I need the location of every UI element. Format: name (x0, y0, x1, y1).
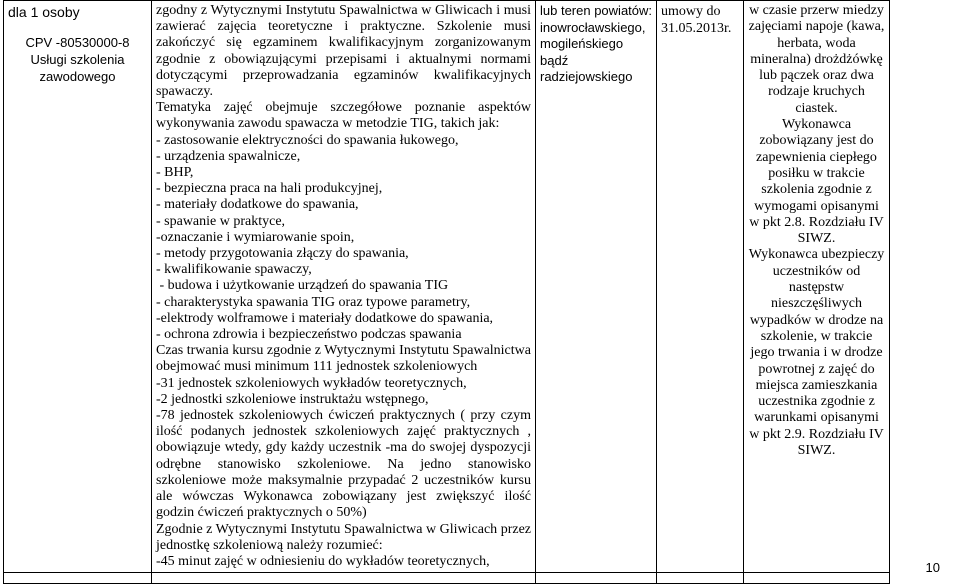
topic-item: - charakterystyka spawania TIG oraz typowe parametry, (156, 294, 471, 310)
location-text: lub teren powiatów: inowrocławskiego, mogileńskiego bądź radziejowskiego (540, 3, 653, 84)
topic-item: - bezpieczna praca na hali produkcyjnej, (156, 181, 383, 197)
hours-item: -31 jednostek szkoleniowych wykładów teoretycznych, (156, 375, 467, 391)
meal-text: Wykonawca zobowiązany jest do zapewnienia ciepłego posiłku w trakcie szkolenia zgodnie z wymogami opisanymi w pkt 2.8. Rozdziału IV SIWZ. (749, 117, 884, 247)
empty-cell (4, 573, 152, 584)
topic-item: - ochrona zdrowia i bezpieczeństwo podczas spawania (156, 327, 462, 343)
topic-item: - budowa i użytkowanie urządzeń do spawania TIG (156, 278, 449, 294)
empty-cell (152, 573, 536, 584)
hours-item: -2 jednostki szkoleniowe instruktażu wstępnego, (156, 391, 429, 407)
topic-item: - urządzenia spawalnicze, (156, 148, 301, 164)
duration-text: Czas trwania kursu zgodnie z Wytycznymi Instytutu Spawalnictwa obejmować musi minimum 111 jednostek szkoleniowych (156, 343, 531, 375)
topics-intro: Tematyka zajęć obejmuje szczegółowe poznanie aspektów wykonywania zawodu spawacza w metodzie TIG, takich jak: (156, 100, 531, 132)
page-number: 10 (925, 560, 940, 575)
topic-item: - BHP, (156, 165, 194, 181)
cell-location (536, 1, 657, 573)
topic-item: - metody przygotowania złączy do spawania, (156, 246, 409, 262)
empty-cell (657, 573, 744, 584)
table-row (4, 1, 890, 573)
topic-item: -elektrody wolframowe i materiały dodatkowe do spawania, (156, 310, 494, 326)
intro-paragraph: zgodny z Wytycznymi Instytutu Spawalnictwa w Gliwicach i musi zawierać zajęcia teoretyczne i praktyczne. Szkolenie musi zakończyć się egzaminem kwalifikacyjnym zorganizowanym zgodnie z obowiązującymi przepisami i aktualnymi normami dotyczącymi przeprowadzania egzaminów kwalifikacyjnych spawaczy. (156, 3, 531, 100)
table-row (4, 573, 890, 584)
topic-item: -oznaczanie i wymiarowanie spoin, (156, 229, 355, 245)
insurance-text: Wykonawca ubezpieczy uczestników od następstw nieszczęśliwych wypadków w drodze na szkolenie, w trakcie jego trwania i w drodze powrotnej z zajęć do miejsca zamieszkania uczestnika zgodnie z warunkami opisanymi w pkt 2.9. Rozdziału IV SIWZ. (748, 247, 885, 459)
topic-item: - zastosowanie elektryczności do spawania łukowego, (156, 132, 459, 148)
topic-item: - materiały dodatkowe do spawania, (156, 197, 359, 213)
topic-item: - kwalifikowanie spawaczy, (156, 262, 312, 278)
cell-deadline (657, 1, 744, 573)
empty-cell (744, 573, 890, 584)
practice-text: -78 jednostek szkoleniowych ćwiczeń praktycznych ( przy czym ilość podanych jednostek szkoleniowych zajęć praktycznych , obowiązuje wtedy, gdy każdy uczestnik -ma do swojej dyspozycji odrębne stanowisko szkoleniowe. Na jedno stanowisko szkoleniowe może maksymalnie przypadać 2 uczestników kursu ale wówczas Wykonawca zobowiązany jest zwiększyć ilość godzin ćwiczeń praktycznych o 50%) (156, 408, 531, 521)
topic-item: - spawanie w praktyce, (156, 213, 286, 229)
empty-cell (536, 573, 657, 584)
cell-scope (4, 1, 152, 573)
unit-definition: Zgodnie z Wytycznymi Instytutu Spawalnictwa w Gliwicach przez jednostkę szkoleniową należy rozumieć: (156, 521, 531, 553)
cell-description (152, 1, 536, 573)
cell-requirements (744, 1, 890, 573)
catering-text: w czasie przerw miedzy zajęciami napoje (kawa, herbata, woda mineralna) drożdżówkę lub pączek oraz dwa rodzaje kruchych ciastek. (748, 3, 885, 116)
deadline-text: umowy do 31.05.2013r. (661, 4, 732, 36)
cpv-code: CPV -80530000-8 Usługi szkolenia zawodowego (25, 35, 130, 84)
participants-label: dla 1 osoby (8, 4, 80, 20)
unit-line: -45 minut zajęć w odniesieniu do wykładów teoretycznych, (156, 553, 490, 569)
offer-table (3, 0, 890, 584)
